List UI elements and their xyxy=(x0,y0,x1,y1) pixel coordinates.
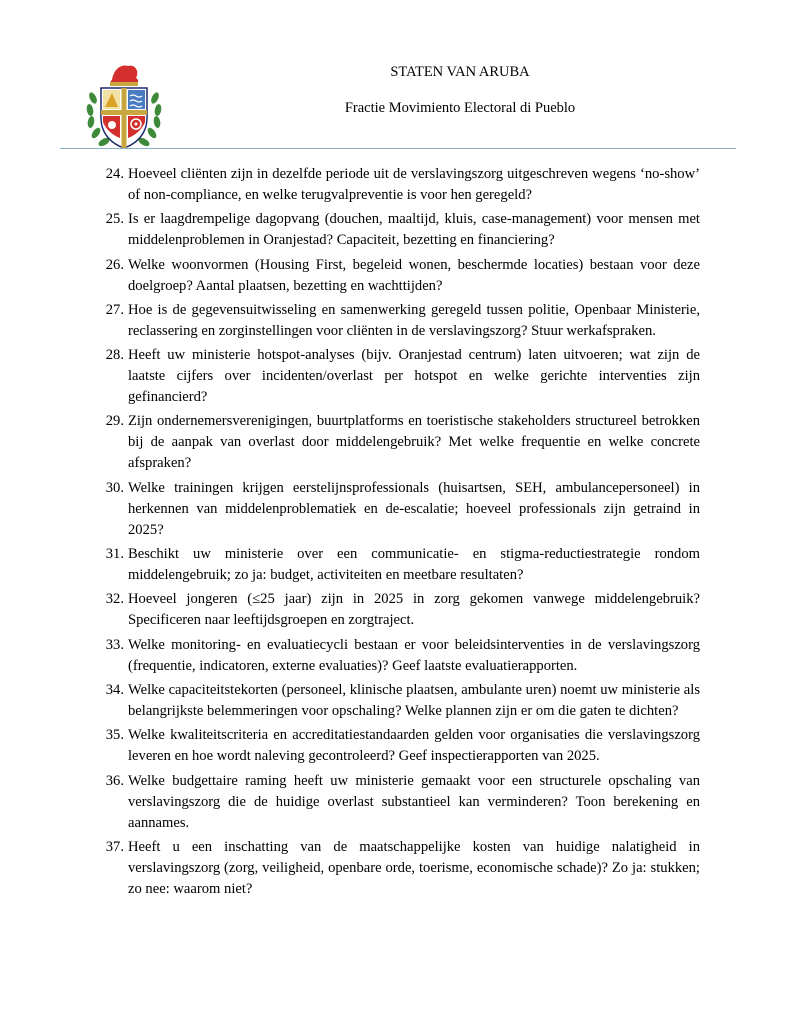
question-number: 29 . xyxy=(90,411,124,432)
question-number: 30 . xyxy=(90,478,124,499)
question-text: Hoe is de gegevensuitwisseling en samenwerking geregeld tussen politie, Openbaar Ministerie, reclassering en zorginstellingen voor cliënten in de verslavingszorg? Stuur werkafspraken. xyxy=(128,301,700,339)
question-text: Hoeveel jongeren (≤25 jaar) zijn in 2025 in zorg gekomen vanwege middelengebruik? Specificeren naar leeftijdsgroepen en zorgtraject. xyxy=(128,591,700,629)
question-text: Beschikt uw ministerie over een communicatie- en stigma-reductiestrategie rondom middelengebruik; zo ja: budget, activiteiten en meetbare resultaten? xyxy=(128,546,700,584)
header-divider xyxy=(60,148,736,149)
question-item xyxy=(90,164,700,206)
question-number: 28 . xyxy=(90,345,124,366)
question-text: Zijn ondernemersverenigingen, buurtplatforms en toeristische stakeholders structureel betrokken bij de aanpak van overlast door middelengebruik? Met welke frequentie en welke concrete afspraken? xyxy=(128,413,700,472)
question-item xyxy=(90,300,700,342)
question-text: Welke budgettaire raming heeft uw ministerie gemaakt voor een structurele opschaling van verslavingszorg die de huidige overlast substantieel kan verminderen? Toon berekening en aannames. xyxy=(128,772,700,831)
question-text: Is er laagdrempelige dagopvang (douchen, maaltijd, kluis, case-management) voor mensen met middelenproblemen in Oranjestad? Capaciteit, bezetting en financiering? xyxy=(128,211,700,249)
question-text: Welke kwaliteitscriteria en accreditatiestandaarden gelden voor organisaties die verslavingszorg leveren en hoe wordt naleving gecontroleerd? Geef inspectierapporten van 2025. xyxy=(128,727,700,765)
aruba-coat-of-arms-icon xyxy=(84,60,164,154)
question-number: 36 . xyxy=(90,771,124,792)
question-item xyxy=(90,725,700,767)
question-number: 26 . xyxy=(90,255,124,276)
question-item xyxy=(90,255,700,297)
question-item xyxy=(90,478,700,541)
question-item xyxy=(90,209,700,251)
question-text: Hoeveel cliënten zijn in dezelfde periode uit de verslavingszorg uitgeschreven wegens ‘no-show’ of non-compliance, en welke terugvalpreventie is voor hen geregeld? xyxy=(128,166,700,203)
question-text: Welke capaciteitstekorten (personeel, klinische plaatsen, ambulante uren) noemt uw ministerie als belangrijkste belemmeringen voor opschaling? Welke plannen zijn er om die gaten te dichten? xyxy=(128,681,700,719)
document-subtitle: Fractie Movimiento Electoral di Pueblo xyxy=(344,100,576,116)
question-number: 33 . xyxy=(90,635,124,656)
question-number: 31 . xyxy=(90,544,124,565)
question-text: Heeft uw ministerie hotspot-analyses (bijv. Oranjestad centrum) laten uitvoeren; wat zijn de laatste cijfers over incidenten/overlast per hotspot en welke gerichte interventies zijn gefinancierd? xyxy=(128,347,700,406)
question-list xyxy=(90,164,700,903)
question-text: Welke woonvormen (Housing First, begeleid wonen, beschermde locaties) bestaan voor deze doelgroep? Aantal plaatsen, bezetting en wachttijden? xyxy=(128,256,700,294)
question-text: Welke trainingen krijgen eerstelijnsprofessionals (huisartsen, SEH, ambulancepersoneel) in herkennen van middelenproblematiek en de-escalatie; hoeveel professionals zijn getraind in 2025? xyxy=(128,479,700,538)
question-number: 25 . xyxy=(90,209,124,230)
question-item xyxy=(90,345,700,408)
question-number: 35 . xyxy=(90,725,124,746)
document-title: STATEN VAN ARUBA xyxy=(390,64,530,80)
question-number: 24 . xyxy=(90,164,124,185)
question-text: Welke monitoring- en evaluatiecycli bestaan er voor beleidsinterventies in de verslavingszorg (frequentie, indicatoren, externe evaluaties)? Geef laatste evaluatierapporten. xyxy=(128,636,700,674)
question-item xyxy=(90,680,700,722)
question-number: 37 . xyxy=(90,837,124,858)
question-number: 34 . xyxy=(90,680,124,701)
question-item xyxy=(90,635,700,677)
question-item xyxy=(90,837,700,900)
question-item xyxy=(90,771,700,834)
question-item xyxy=(90,411,700,474)
question-number: 27 . xyxy=(90,300,124,321)
question-number: 32 . xyxy=(90,589,124,610)
question-item xyxy=(90,589,700,631)
question-text: Heeft u een inschatting van de maatschappelijke kosten van huidige nalatigheid in verslavingszorg (zorg, veiligheid, openbare orde, toerisme, economische schade)? Zo ja: stukken; zo nee: waarom niet? xyxy=(128,838,700,897)
question-item xyxy=(90,544,700,586)
